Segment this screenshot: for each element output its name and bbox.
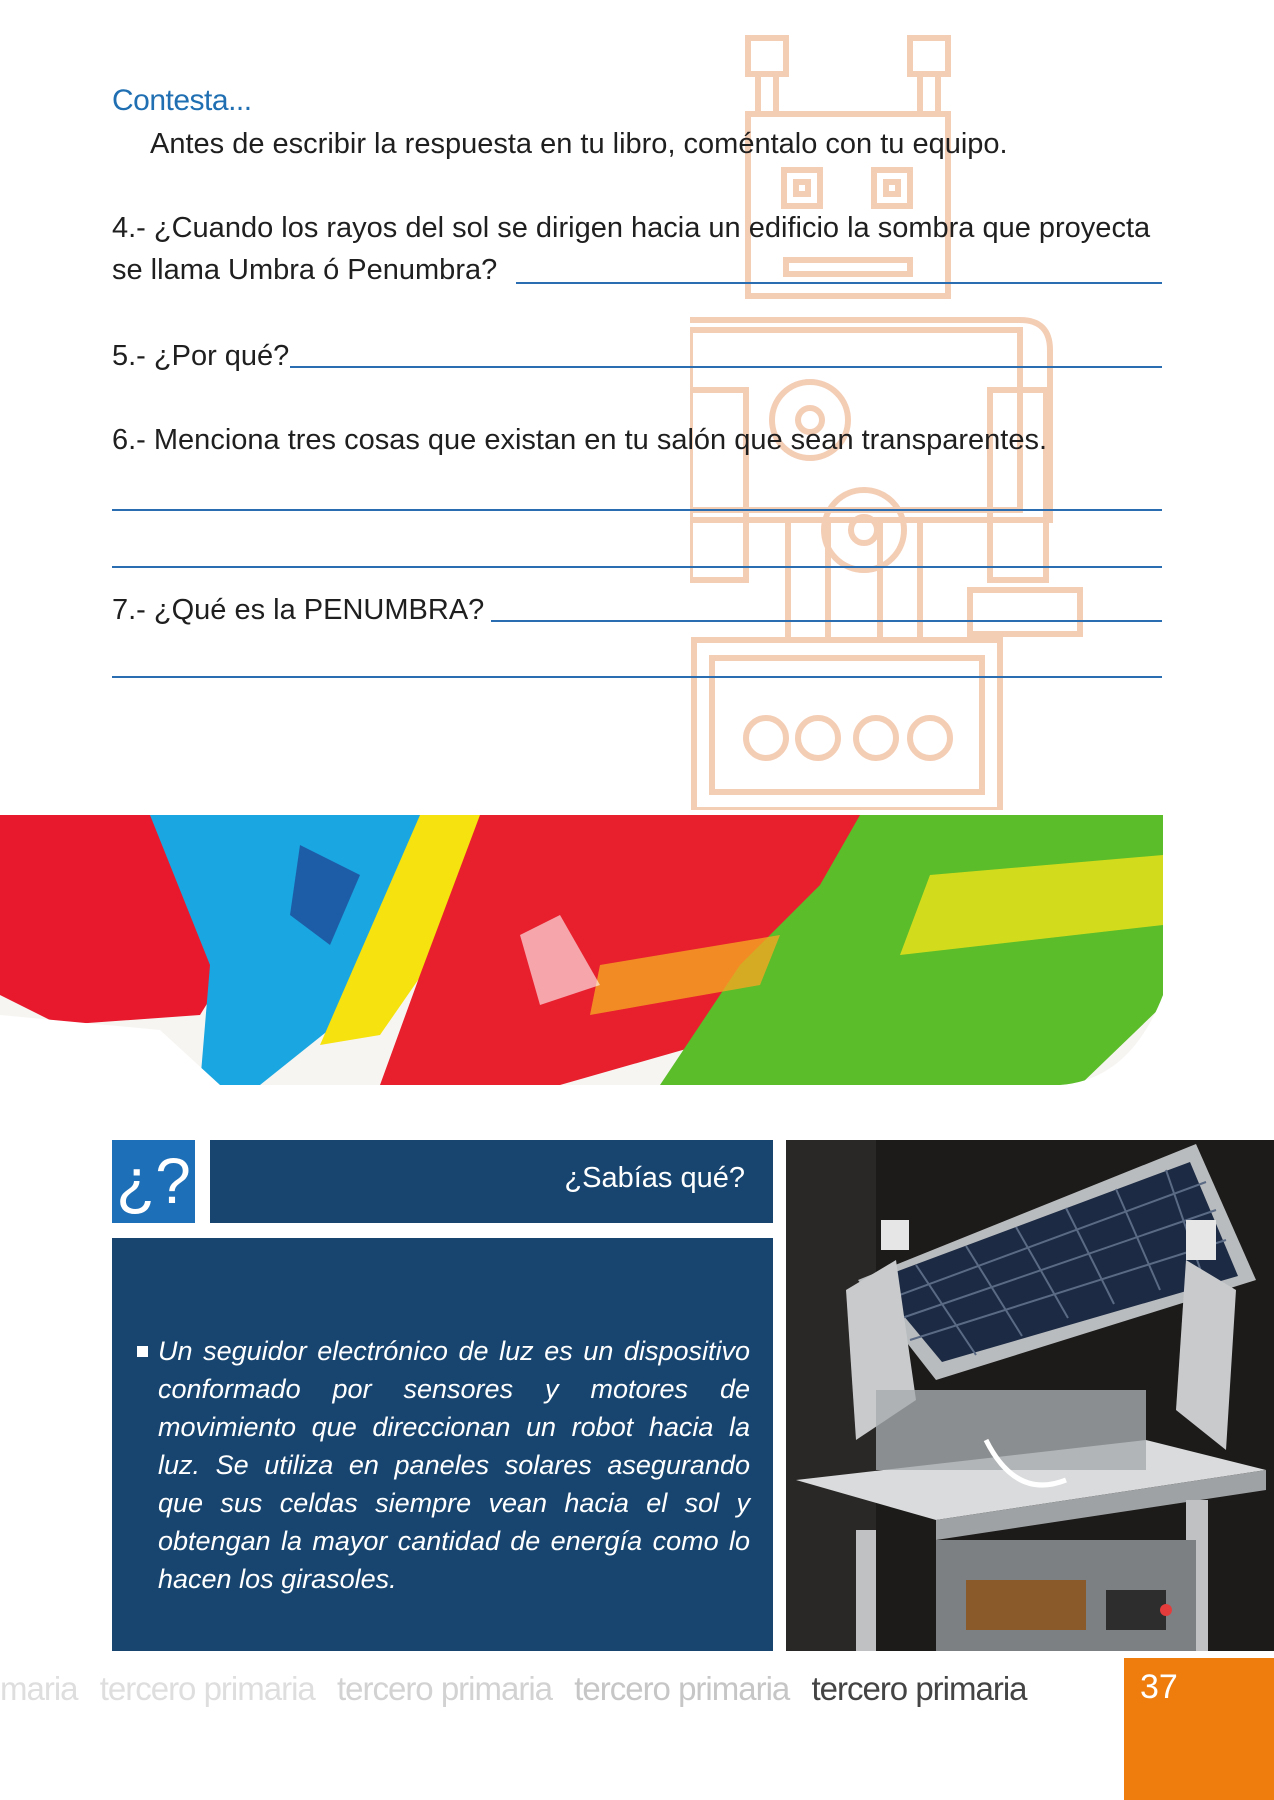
info-text: Un seguidor electrónico de luz es un dispositivo conformado por sensores y motores de movimiento que direccionan un robot hacia la luz. Se utiliza en paneles solares asegurando que sus celdas siempre vean hacia el sol y obtengan la mayor cantidad de energía como lo hacen los girasoles. xyxy=(158,1336,750,1594)
answer-line-q6-a[interactable] xyxy=(112,509,1162,511)
answer-line-q7-a[interactable] xyxy=(491,620,1162,622)
page-number-box xyxy=(1124,1658,1274,1800)
question-7: 7.- ¿Qué es la PENUMBRA? xyxy=(112,594,485,626)
solar-tracker-photo xyxy=(786,1140,1274,1651)
question-5: 5.- ¿Por qué? xyxy=(112,340,290,372)
intro-instructions: Antes de escribir la respuesta en tu libro, coméntalo con tu equipo. xyxy=(150,128,1008,160)
question-mark-icon: ¿? xyxy=(112,1140,195,1223)
footer-word: tercero primaria xyxy=(336,1670,553,1707)
answer-line-q7-b[interactable] xyxy=(112,676,1162,678)
question-6: 6.- Menciona tres cosas que existan en tu salón que sean transparentes. xyxy=(112,424,1048,456)
page-number: 37 xyxy=(1140,1668,1178,1706)
answer-line-q6-b[interactable] xyxy=(112,566,1162,568)
sabias-que-header xyxy=(210,1140,773,1223)
answer-line-q4[interactable] xyxy=(516,282,1162,284)
question-4-line-2: se llama Umbra ó Penumbra? xyxy=(112,254,498,286)
bullet-icon xyxy=(137,1346,148,1357)
answer-line-q5[interactable] xyxy=(290,366,1162,368)
info-box xyxy=(112,1238,773,1651)
footer-repeated-text xyxy=(0,1670,1041,1720)
paint-strokes-image xyxy=(0,815,1163,1085)
question-4-line-1: 4.- ¿Cuando los rayos del sol se dirigen hacia un edificio la sombra que proyecta xyxy=(112,212,1151,244)
footer-word-current: tercero primaria xyxy=(811,1670,1027,1707)
section-heading: Contesta... xyxy=(112,84,252,117)
footer-word: tercero primaria xyxy=(574,1670,790,1707)
sabias-que-title: ¿Sabías qué? xyxy=(564,1162,745,1194)
footer-word: maria xyxy=(0,1670,78,1707)
footer-word: tercero primaria xyxy=(99,1670,315,1707)
